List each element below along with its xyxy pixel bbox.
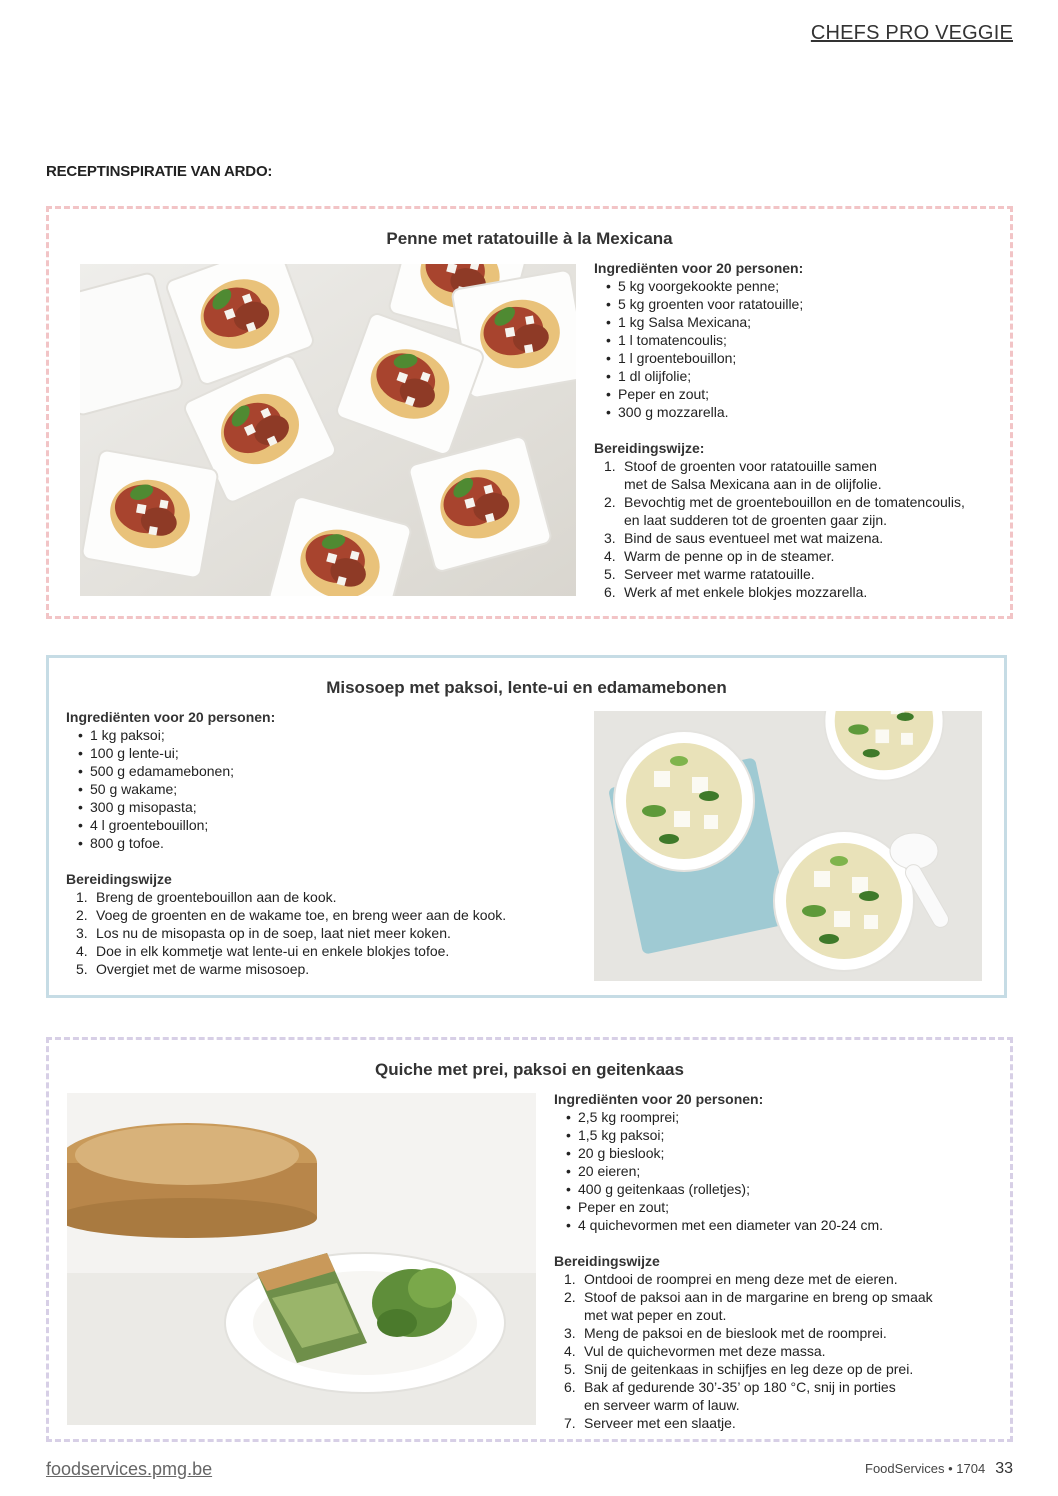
ingredient-item: • 4 l groentebouillon;	[78, 816, 576, 834]
ingredients-heading: Ingrediënten voor 20 personen:	[554, 1091, 764, 1107]
method-step: 2. Bevochtig met de groentebouillon en de tomatencoulis, en laat sudderen tot de groenten gaar zijn.	[604, 494, 965, 528]
method-step: 5. Snij de geitenkaas in schijfjes en leg deze op de prei.	[564, 1361, 914, 1377]
ingredient-item: • 50 g wakame;	[78, 780, 576, 798]
issue-info	[865, 1460, 1013, 1478]
method-step: 1. Breng de groentebouillon aan de kook.	[76, 889, 337, 905]
ingredients-heading: Ingrediënten voor 20 personen:	[594, 260, 804, 276]
ingredient-item: • 1 kg Salsa Mexicana;	[606, 313, 1004, 331]
section-label: RECEPTINSPIRATIE VAN ARDO:	[46, 163, 273, 180]
ingredient-item: • 1 l tomatencoulis;	[606, 331, 1004, 349]
ingredients-list	[66, 726, 576, 852]
method-heading: Bereidingswijze	[66, 871, 172, 887]
ingredient-item: • Peper en zout;	[606, 385, 1004, 403]
method-step: 2. Voeg de groenten en de wakame toe, en breng weer aan de kook.	[76, 907, 507, 923]
method-step: 5. Serveer met warme ratatouille.	[604, 566, 815, 582]
method-step: 2. Stoof de paksoi aan in de margarine en breng op smaak met wat peper en zout.	[564, 1289, 933, 1323]
page-number: 33	[995, 1460, 1013, 1477]
recipe-title-quiche: Quiche met prei, paksoi en geitenkaas	[375, 1060, 684, 1079]
method-step: 6. Werk af met enkele blokjes mozzarella.	[604, 584, 868, 600]
method-step: 6. Bak af gedurende 30’-35’ op 180 °C, snij in porties en serveer warm of lauw.	[564, 1379, 896, 1413]
recipe-text-misosoep	[66, 708, 576, 978]
method-step: 1. Ontdooi de roomprei en meng deze met de eieren.	[564, 1271, 898, 1287]
recipe-title-penne: Penne met ratatouille à la Mexicana	[386, 229, 673, 248]
ingredients-list	[594, 277, 1004, 421]
ingredient-item: • 1 l groentebouillon;	[606, 349, 1004, 367]
ingredient-item: • 400 g geitenkaas (rolletjes);	[566, 1180, 1004, 1198]
method-heading: Bereidingswijze:	[594, 440, 705, 456]
ingredient-item: • Peper en zout;	[566, 1198, 1004, 1216]
ingredient-item: • 20 g bieslook;	[566, 1144, 1004, 1162]
ingredient-item: • 2,5 kg roomprei;	[566, 1108, 1004, 1126]
ingredient-item: • 1,5 kg paksoi;	[566, 1126, 1004, 1144]
method-step: 7. Serveer met een slaatje.	[564, 1415, 736, 1431]
ingredient-item: • 800 g tofoe.	[78, 834, 576, 852]
misosoep-photo	[594, 711, 982, 981]
ingredient-item: • 300 g mozzarella.	[606, 403, 1004, 421]
method-heading: Bereidingswijze	[554, 1253, 660, 1269]
method-step: 3. Meng de paksoi en de bieslook met de roomprei.	[564, 1325, 887, 1341]
penne-ratatouille-photo	[80, 264, 576, 596]
ingredient-item: • 1 kg paksoi;	[78, 726, 576, 744]
ingredient-item: • 100 g lente-ui;	[78, 744, 576, 762]
method-step: 4. Vul de quichevormen met deze massa.	[564, 1343, 826, 1359]
magazine-section-title: CHEFS PRO VEGGIE	[810, 22, 1013, 44]
ingredients-list	[554, 1108, 1004, 1234]
ingredient-item: • 20 eieren;	[566, 1162, 1004, 1180]
method-steps	[66, 888, 576, 978]
method-steps	[594, 457, 1004, 601]
method-step: 5. Overgiet met de warme misosoep.	[76, 961, 310, 977]
method-step: 3. Los nu de misopasta op in de soep, laat niet meer koken.	[76, 925, 451, 941]
method-steps	[554, 1270, 1004, 1432]
ingredient-item: • 500 g edamamebonen;	[78, 762, 576, 780]
issue-label: FoodServices • 1704	[865, 1461, 986, 1476]
method-step: 1. Stoof de groenten voor ratatouille samen met de Salsa Mexicana aan in de olijfolie.	[604, 458, 882, 492]
ingredient-item: • 5 kg groenten voor ratatouille;	[606, 295, 1004, 313]
method-step: 4. Doe in elk kommetje wat lente-ui en enkele blokjes tofoe.	[76, 943, 450, 959]
ingredient-item: • 300 g misopasta;	[78, 798, 576, 816]
website-link[interactable]: foodservices.pmg.be	[46, 1459, 213, 1479]
recipe-text-penne	[594, 259, 1004, 601]
method-step: 4. Warm de penne op in de steamer.	[604, 548, 835, 564]
quiche-photo	[67, 1093, 536, 1425]
method-step: 3. Bind de saus eventueel met wat maizena.	[604, 530, 884, 546]
recipe-title-misosoep: Misosoep met paksoi, lente-ui en edamamebonen	[326, 678, 727, 697]
ingredient-item: • 4 quichevormen met een diameter van 20-24 cm.	[566, 1216, 1004, 1234]
ingredient-item: • 1 dl olijfolie;	[606, 367, 1004, 385]
recipe-text-quiche	[554, 1090, 1004, 1432]
ingredient-item: • 5 kg voorgekookte penne;	[606, 277, 1004, 295]
ingredients-heading: Ingrediënten voor 20 personen:	[66, 709, 276, 725]
